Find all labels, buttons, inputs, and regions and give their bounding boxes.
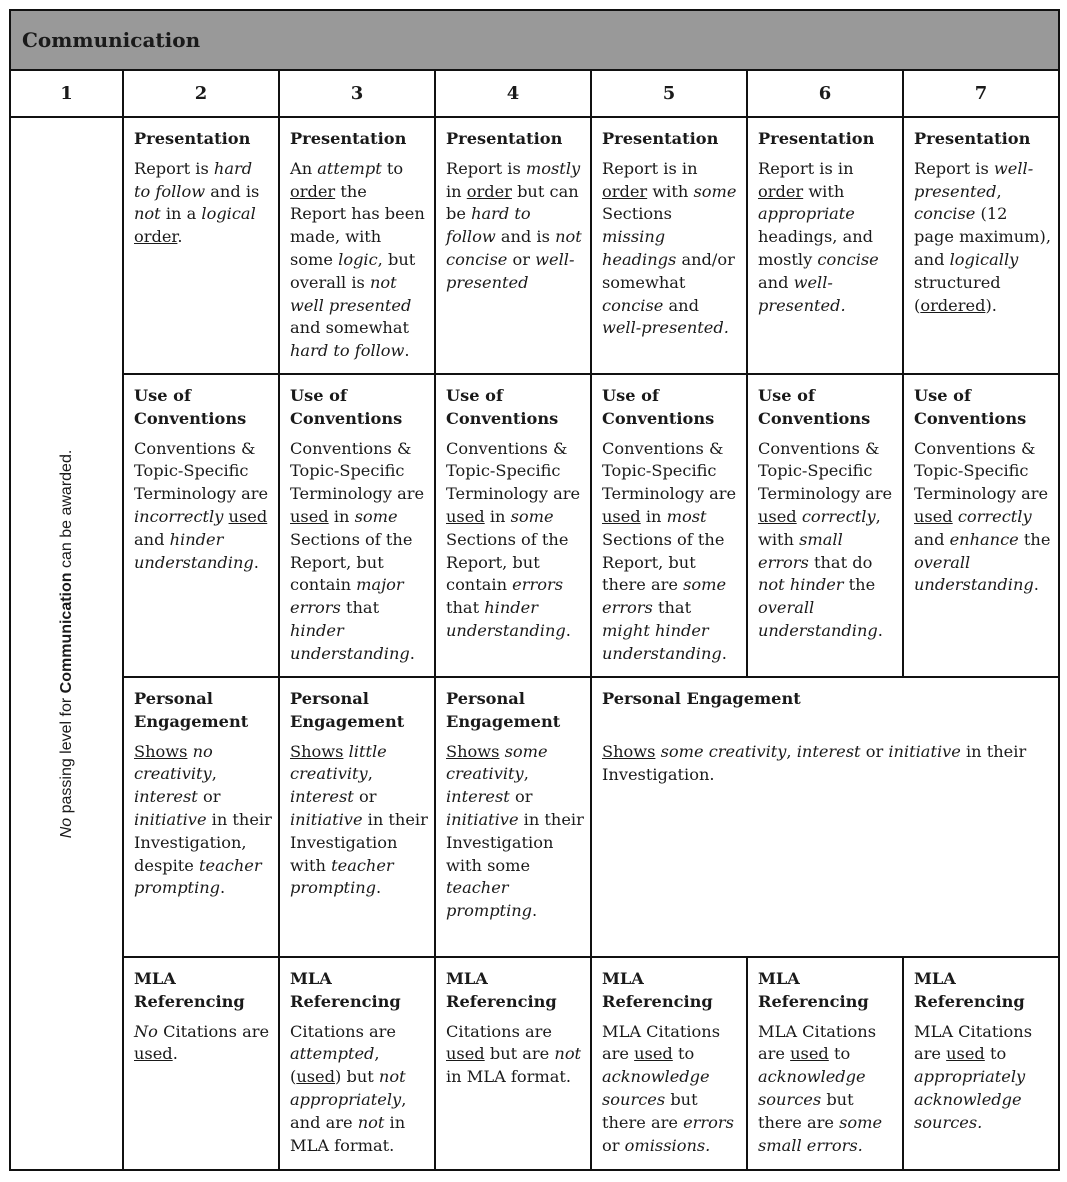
criterion-description: Conventions & Topic-Specific Terminology are used correctly and enhance the overall understanding. bbox=[914, 438, 1051, 595]
criterion-cell bbox=[903, 957, 1059, 1170]
criterion-cell bbox=[435, 117, 591, 374]
criterion-heading: Personal Engagement bbox=[134, 689, 249, 731]
criterion-cell bbox=[747, 957, 903, 1170]
criterion-cell bbox=[903, 374, 1059, 677]
criterion-description: Citations are used but are not in MLA format. bbox=[446, 1021, 582, 1087]
title-row bbox=[10, 10, 1059, 70]
criterion-description: Shows some creativity, interest or initiative in their Investigation. bbox=[602, 741, 1027, 784]
criterion-heading: MLA Referencing bbox=[290, 969, 401, 1011]
criterion-heading: Personal Engagement bbox=[446, 689, 561, 731]
criterion-description: MLA Citations are used to appropriately acknowledge sources. bbox=[914, 1021, 1033, 1132]
criterion-heading: Use of Conventions bbox=[290, 386, 403, 428]
criterion-heading: Use of Conventions bbox=[914, 386, 1027, 428]
criterion-heading: Use of Conventions bbox=[602, 386, 715, 428]
criterion-description: Conventions & Topic-Specific Terminology are used in most Sections of the Report, but there are some errors that might hinder understanding. bbox=[602, 438, 737, 663]
levels-row bbox=[10, 70, 1059, 117]
row-presentation bbox=[10, 117, 1059, 374]
criterion-cell bbox=[123, 957, 279, 1170]
criterion-heading: Use of Conventions bbox=[134, 386, 247, 428]
criterion-cell bbox=[591, 117, 747, 374]
criterion-cell bbox=[903, 117, 1059, 374]
criterion-cell bbox=[279, 117, 435, 374]
level-header-6: 6 bbox=[747, 70, 903, 117]
level-header-4: 4 bbox=[435, 70, 591, 117]
criterion-heading: MLA Referencing bbox=[602, 969, 713, 1011]
criterion-description: No Citations are used. bbox=[134, 1021, 270, 1064]
criterion-description: Shows no creativity, interest or initiative in their Investigation, despite teacher prompting. bbox=[134, 741, 272, 898]
criterion-description: Conventions & Topic-Specific Terminology are used in some Sections of the Report, but contain major errors that hinder understanding. bbox=[290, 438, 425, 663]
level-header-2: 2 bbox=[123, 70, 279, 117]
criterion-cell bbox=[279, 374, 435, 677]
criterion-cell bbox=[747, 117, 903, 374]
criterion-description: Shows some creativity, interest or initiative in their Investigation with some teacher prompting. bbox=[446, 741, 584, 921]
criterion-cell bbox=[279, 677, 435, 957]
criterion-cell bbox=[591, 374, 747, 677]
criterion-heading: Presentation bbox=[914, 129, 1031, 148]
level1-note-cell bbox=[10, 117, 123, 1170]
criterion-description: Report is mostly in order but can be hard to follow and is not concise or well-presented bbox=[446, 158, 582, 292]
criterion-heading: Personal Engagement bbox=[290, 689, 405, 731]
criterion-heading: MLA Referencing bbox=[134, 969, 245, 1011]
level-header-3: 3 bbox=[279, 70, 435, 117]
criterion-heading: Presentation bbox=[758, 129, 875, 148]
criterion-description: MLA Citations are used to acknowledge sources but there are errors or omissions. bbox=[602, 1021, 734, 1155]
level-header-1: 1 bbox=[10, 70, 123, 117]
criterion-cell bbox=[435, 677, 591, 957]
criterion-description: An attempt to order the Report has been made, with some logic, but overall is not well presented and somewhat hard to follow. bbox=[290, 158, 425, 361]
criterion-heading: Presentation bbox=[290, 129, 407, 148]
criterion-heading: Personal Engagement bbox=[602, 689, 801, 708]
criterion-description: Report is well-presented, concise (12 page maximum), and logically structured (ordered). bbox=[914, 158, 1051, 315]
rubric-table bbox=[9, 9, 1060, 1171]
level-header-5: 5 bbox=[591, 70, 747, 117]
criterion-cell bbox=[279, 957, 435, 1170]
criterion-description: Conventions & Topic-Specific Terminology are used in some Sections of the Report, but contain errors that hinder understanding. bbox=[446, 438, 581, 640]
criterion-cell bbox=[435, 957, 591, 1170]
criterion-description: Report is hard to follow and is not in a logical order. bbox=[134, 158, 260, 247]
criterion-heading: Use of Conventions bbox=[758, 386, 871, 428]
criterion-description: MLA Citations are used to acknowledge sources but there are some small errors. bbox=[758, 1021, 883, 1155]
criterion-heading: MLA Referencing bbox=[758, 969, 869, 1011]
criterion-heading: MLA Referencing bbox=[914, 969, 1025, 1011]
criterion-heading: Presentation bbox=[134, 129, 251, 148]
level1-note: No passing level for Communication can be awarded. bbox=[57, 449, 75, 838]
criterion-cell-merged bbox=[591, 677, 1059, 957]
criterion-heading: Presentation bbox=[446, 129, 563, 148]
criterion-description: Shows little creativity, interest or initiative in their Investigation with teacher prompting. bbox=[290, 741, 428, 898]
criterion-cell bbox=[747, 374, 903, 677]
row-personal-engagement bbox=[10, 677, 1059, 957]
criterion-heading: MLA Referencing bbox=[446, 969, 557, 1011]
rubric-title-cell bbox=[10, 10, 1059, 70]
rubric-title: Communication bbox=[22, 28, 201, 52]
level-header-7: 7 bbox=[903, 70, 1059, 117]
criterion-cell bbox=[123, 117, 279, 374]
criterion-cell bbox=[591, 957, 747, 1170]
criterion-cell bbox=[435, 374, 591, 677]
row-use-of-conventions bbox=[10, 374, 1059, 677]
row-mla-referencing bbox=[10, 957, 1059, 1170]
criterion-cell bbox=[123, 374, 279, 677]
criterion-cell bbox=[123, 677, 279, 957]
criterion-description: Conventions & Topic-Specific Terminology are incorrectly used and hinder understanding. bbox=[134, 438, 269, 572]
criterion-heading: Presentation bbox=[602, 129, 719, 148]
criterion-heading: Use of Conventions bbox=[446, 386, 559, 428]
criterion-description: Conventions & Topic-Specific Terminology are used correctly, with small errors that do not hinder the overall understanding. bbox=[758, 438, 893, 640]
criterion-description: Report is in order with appropriate headings, and mostly concise and well-presented. bbox=[758, 158, 879, 315]
criterion-description: Citations are attempted, (used) but not appropriately, and are not in MLA format. bbox=[290, 1021, 407, 1155]
criterion-description: Report is in order with some Sections missing headings and/or somewhat concise and well-presented. bbox=[602, 158, 737, 338]
